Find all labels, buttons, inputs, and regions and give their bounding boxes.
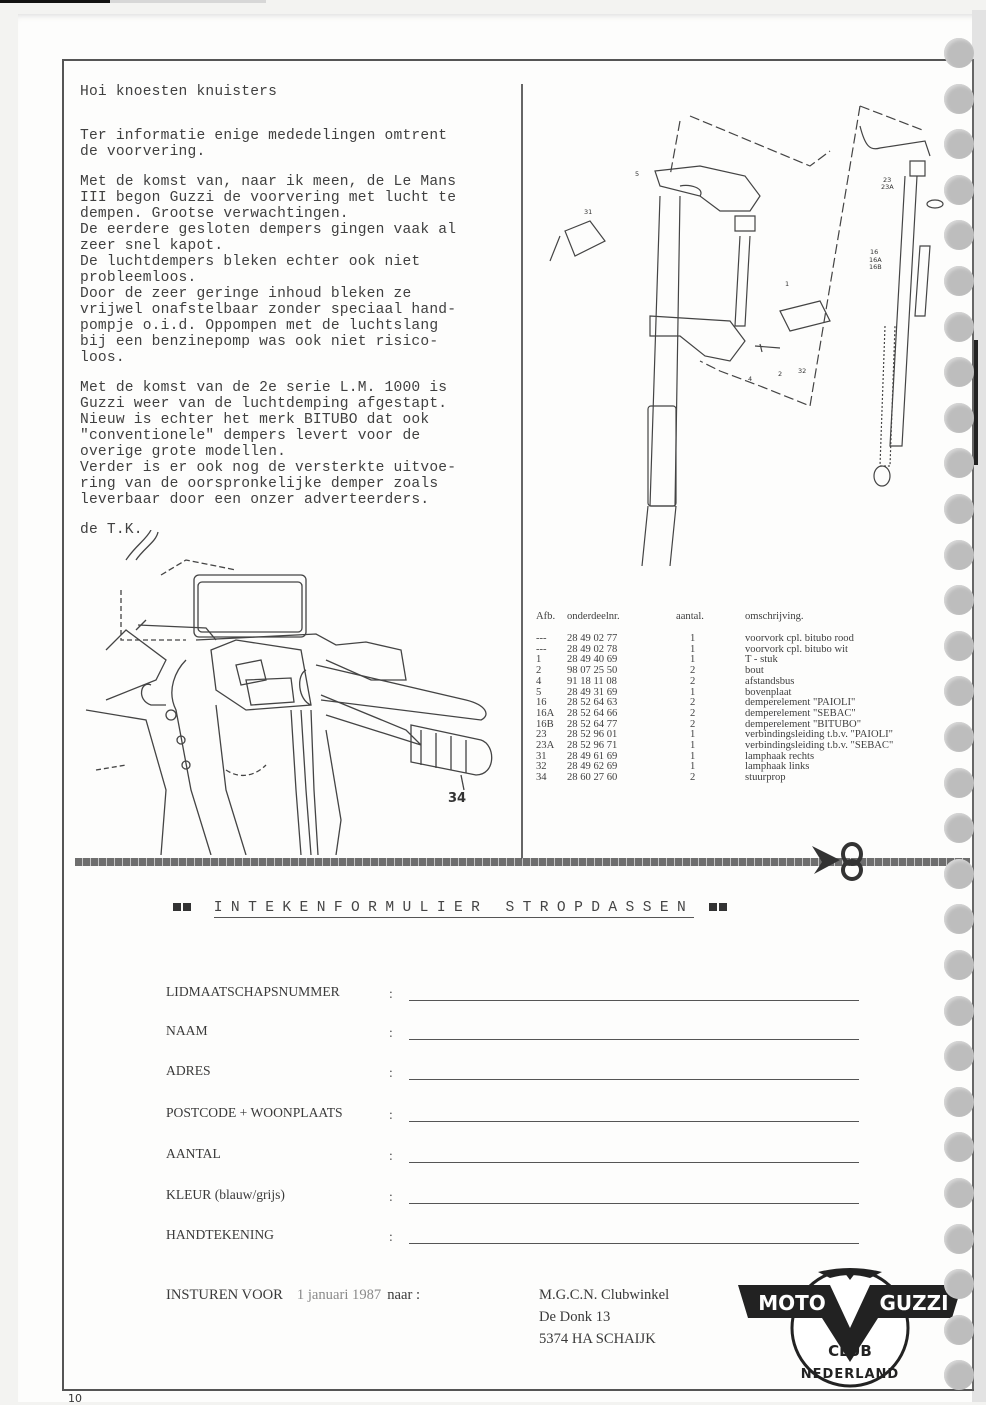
- cell-afb: 34: [536, 772, 547, 784]
- part-label-2: 2: [778, 370, 783, 378]
- bullet-square-icon: [719, 903, 727, 911]
- cell-part-number: 28 52 64 63: [567, 697, 618, 709]
- binder-hole: [944, 1178, 974, 1208]
- form-field-input[interactable]: [409, 1203, 859, 1204]
- damper-tube: [890, 176, 917, 446]
- cell-quantity: 2: [690, 707, 696, 719]
- cell-quantity: 2: [690, 697, 696, 709]
- lever: [316, 665, 486, 720]
- cell-quantity: 2: [690, 675, 696, 687]
- scan-edge-light: [110, 0, 266, 3]
- logo-text-club: CLUB: [828, 1342, 872, 1360]
- part-label-1: 1: [785, 280, 790, 288]
- cell-description: demperelement "SEBAC": [745, 707, 856, 719]
- address-line: De Donk 13: [539, 1309, 611, 1325]
- cell-part-number: 28 49 02 78: [567, 643, 618, 655]
- form-field-separator: :: [389, 1148, 393, 1163]
- submit-prefix: INSTUREN VOOR: [166, 1287, 283, 1303]
- part-label-4: 4: [748, 375, 753, 383]
- form-field-separator: :: [389, 1229, 393, 1244]
- cell-part-number: 28 49 02 77: [567, 633, 618, 644]
- cell-description: T - stuk: [745, 654, 778, 666]
- form-field-input[interactable]: [409, 1121, 859, 1122]
- cell-description: verbindingsleiding t.b.v. "SEBAC": [745, 740, 894, 751]
- logo-text-moto: MOTO: [758, 1291, 826, 1315]
- submit-deadline: 1 januari 1987: [296, 1287, 382, 1303]
- cell-part-number: 28 52 96 71: [567, 740, 618, 751]
- cell-part-number: 28 49 40 69: [567, 654, 618, 666]
- cell-description: lamphaak links: [745, 761, 810, 773]
- cell-part-number: 28 49 31 69: [567, 686, 618, 698]
- binder-hole: [944, 996, 974, 1026]
- binder-hole: [944, 585, 974, 615]
- cell-description: bout: [745, 665, 764, 677]
- binder-hole: [944, 631, 974, 661]
- form-field-separator: :: [389, 1025, 393, 1040]
- cell-afb: 32: [536, 761, 547, 773]
- fork-exploded-diagram: [530, 86, 950, 566]
- form-field-separator: :: [389, 1065, 393, 1080]
- form-field-input[interactable]: [409, 1000, 859, 1001]
- cell-quantity: 1: [690, 729, 696, 741]
- cell-quantity: 2: [690, 665, 696, 677]
- binder-hole: [944, 266, 974, 296]
- scissors-icon: [810, 840, 874, 882]
- cell-part-number: 28 52 96 01: [567, 729, 618, 741]
- header-part-number: onderdeelnr.: [567, 611, 620, 622]
- cell-afb: 16: [536, 697, 547, 709]
- binder-hole: [944, 1224, 974, 1254]
- submit-instruction: [166, 1287, 420, 1304]
- cell-description: bovenplaat: [745, 686, 792, 698]
- part-label-32: 32: [798, 367, 807, 375]
- scan-edge-right: [972, 10, 986, 1402]
- binder-hole: [944, 859, 974, 889]
- header-description: omschrijving.: [745, 611, 804, 622]
- binder-hole: [944, 1041, 974, 1071]
- form-field-separator: :: [389, 1107, 393, 1122]
- binder-hole: [944, 540, 974, 570]
- part-label-16: 16: [870, 248, 879, 256]
- cell-afb: 23A: [536, 740, 555, 751]
- cell-afb: ---: [536, 643, 547, 655]
- form-field-input[interactable]: [409, 1162, 859, 1163]
- form-heading: [173, 900, 729, 916]
- bullet-square-icon: [173, 903, 181, 911]
- cell-description: afstandsbus: [745, 675, 795, 687]
- cell-quantity: 1: [690, 643, 696, 655]
- article-greeting: Hoi knoesten knuisters: [80, 84, 278, 100]
- binder-hole: [944, 357, 974, 387]
- article-paragraph: Ter informatie enige mededelingen omtrent de voorvering.: [80, 128, 448, 160]
- binder-hole: [944, 722, 974, 752]
- scan-edge-dark: [0, 0, 110, 3]
- binder-hole: [944, 129, 974, 159]
- steering-stem: [735, 236, 750, 326]
- frame-border-left: [62, 59, 64, 1390]
- cell-afb: 2: [536, 665, 542, 677]
- form-field-label: AANTAL: [166, 1146, 221, 1161]
- lamp-bracket-31: [550, 221, 605, 261]
- column-divider: [521, 84, 523, 859]
- cell-afb: 4: [536, 675, 542, 687]
- binder-hole: [944, 494, 974, 524]
- cell-part-number: 28 49 61 69: [567, 750, 618, 762]
- address-line: M.G.C.N. Clubwinkel: [539, 1287, 670, 1303]
- cell-description: lamphaak rechts: [745, 750, 815, 762]
- form-field-label: POSTCODE + WOONPLAATS: [166, 1105, 343, 1120]
- form-field-separator: :: [389, 1189, 393, 1204]
- article: [80, 84, 510, 552]
- cell-afb: ---: [536, 633, 547, 644]
- cell-quantity: 1: [690, 740, 696, 751]
- binder-hole: [944, 1087, 974, 1117]
- form-field-label: LIDMAATSCHAPSNUMMER: [166, 984, 340, 999]
- part-label-23a: 23A: [881, 183, 894, 191]
- binder-hole: [944, 38, 974, 68]
- cell-description: stuurprop: [745, 772, 786, 784]
- cell-afb: 1: [536, 654, 542, 666]
- stem-top: [735, 216, 755, 231]
- form-field-input[interactable]: [409, 1243, 859, 1244]
- scan-edge-mark: [974, 340, 978, 465]
- part-label-31: 31: [584, 208, 593, 216]
- header-quantity: aantal.: [676, 611, 704, 622]
- cell-quantity: 1: [690, 686, 696, 698]
- binder-hole: [944, 312, 974, 342]
- binder-hole: [944, 1315, 974, 1345]
- bullet-square-icon: [183, 903, 191, 911]
- form-title: INTEKENFORMULIER STROPDASSEN: [213, 900, 695, 916]
- binder-hole: [944, 950, 974, 980]
- binder-hole: [944, 403, 974, 433]
- fork-spring: [880, 326, 895, 466]
- logo-text-guzzi: GUZZI: [879, 1291, 949, 1315]
- cell-afb: 5: [536, 686, 542, 698]
- cell-afb: 16A: [536, 707, 555, 719]
- cell-afb: 31: [536, 750, 547, 762]
- switch-housing: [211, 640, 311, 710]
- page-number: 10: [68, 1392, 82, 1405]
- moto-guzzi-club-logo: [730, 1250, 970, 1395]
- cell-quantity: 1: [690, 654, 696, 666]
- binder-hole: [944, 175, 974, 205]
- cell-part-number: 28 60 27 60: [567, 772, 618, 784]
- cell-part-number: 98 07 25 50: [567, 665, 618, 677]
- cell-description: demperelement "PAIOLI": [745, 697, 856, 709]
- cell-part-number: 28 52 64 66: [567, 707, 618, 719]
- frame-border-top: [62, 59, 974, 61]
- dash-outline: [690, 116, 830, 166]
- address-line: 5374 HA SCHAIJK: [539, 1331, 656, 1347]
- binder-hole: [944, 84, 974, 114]
- header-afb: Afb.: [536, 611, 556, 622]
- cell-afb: 23: [536, 729, 547, 741]
- wire-line: [126, 530, 151, 560]
- form-field-input[interactable]: [409, 1079, 859, 1080]
- article-paragraph: Met de komst van, naar ik meen, de Le Mans III begon Guzzi de voorvering met lucht te dempen. Grootse verwachtingen. De eerdere gesloten dempers gingen vaak al zeer snel kapot. De luchtdempers bleken echter ook niet probleemloos. Door de zeer geringe inhoud bleken ze vrijwel onafstelbaar zonder speciaal hand- pompje o.i.d. Oppompen met de luchtslang bij een benzinepomp was ook niet risico- loos.: [80, 174, 457, 366]
- lamp-bracket: [780, 301, 830, 331]
- part-label-5: 5: [635, 170, 640, 178]
- cell-description: voorvork cpl. bitubo rood: [745, 633, 854, 644]
- cell-description: verbindingsleiding t.b.v. "PAIOLI": [745, 729, 893, 741]
- form-field-label: ADRES: [166, 1063, 211, 1078]
- article-signature: de T.K.: [80, 522, 143, 538]
- part-label-16a: 16A: [869, 256, 882, 264]
- part-label-16b: 16B: [869, 263, 882, 271]
- binder-hole: [944, 1269, 974, 1299]
- logo-text-nederland: NEDERLAND: [800, 1367, 900, 1382]
- binder-hole: [944, 813, 974, 843]
- article-paragraph: Met de komst van de 2e serie L.M. 1000 is Guzzi weer van de luchtdemping afgestapt. Nieuw is echter het merk BITUBO dat ook "conventionele" dempers levert voor de overige grote modellen. Verder is er ook nog de versterkte uitvoe- ring van de oorspronkelijke demper zoals leverbaar door een onzer adverteerders.: [80, 380, 457, 508]
- cell-quantity: 2: [690, 718, 696, 730]
- cell-quantity: 1: [690, 750, 696, 762]
- submit-suffix: naar :: [387, 1287, 421, 1303]
- cell-part-number: 28 49 62 69: [567, 761, 618, 773]
- form-field-label: NAAM: [166, 1023, 208, 1038]
- cell-description: demperelement "BITUBO": [745, 718, 862, 730]
- bottom-yoke: [650, 316, 745, 361]
- cell-quantity: 1: [690, 761, 696, 773]
- top-yoke: [655, 166, 760, 211]
- cell-part-number: 28 52 64 77: [567, 718, 618, 730]
- binder-hole: [944, 768, 974, 798]
- handlebar-illustration: [66, 530, 520, 855]
- cell-quantity: 1: [690, 633, 696, 644]
- form-field-label: KLEUR (blauw/grijs): [166, 1187, 285, 1202]
- form-field-separator: :: [389, 986, 393, 1001]
- form-field-label: HANDTEKENING: [166, 1227, 274, 1242]
- form-field-input[interactable]: [409, 1039, 859, 1040]
- cell-part-number: 91 18 11 08: [567, 675, 617, 687]
- cell-description: voorvork cpl. bitubo wit: [745, 643, 848, 655]
- part-label-34: 34: [448, 791, 467, 806]
- bullet-square-icon: [709, 903, 717, 911]
- cell-afb: 16B: [536, 718, 554, 730]
- cell-quantity: 2: [690, 772, 696, 784]
- part-label-23: 23: [883, 176, 892, 184]
